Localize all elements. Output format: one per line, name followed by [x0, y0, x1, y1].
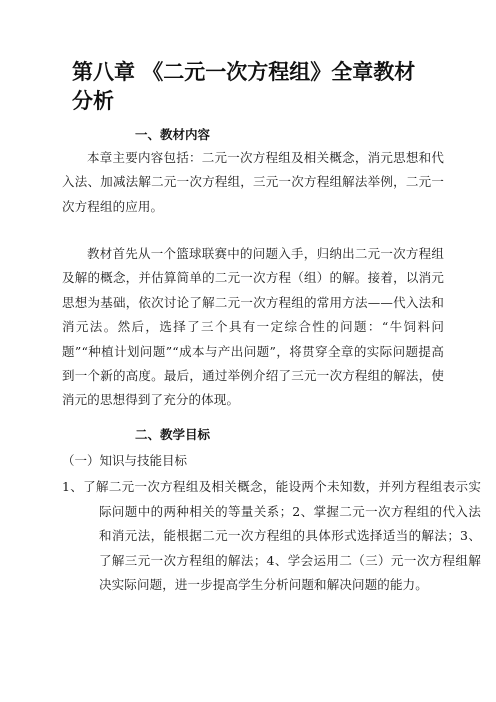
document-title: 第八章 《二元一次方程组》全章教材分析 [72, 60, 416, 113]
paragraph-content-overview: 本章主要内容包括：二元一次方程组及相关概念，消元思想和代入法、加减法解二元一次方程组，三元一次方程组解法举例，二元一次方程组的应用。 [62, 150, 444, 214]
subheading-knowledge-skills: （一）知识与技能目标 [62, 453, 188, 468]
objective-list-item: 1、了解二元一次方程组及相关概念，能设两个未知数，并列方程组表示实际问题中的两种相关的等量关系；2、掌握二元一次方程组的代入法和消元法，能根据二元一次方程组的具体形式选择适当的解法；3、了解三元一次方程组的解法；4、学会运用二（三）元一次方程组解决实际问题，进一步提高学生分析问题和解决问题的能力。 [62, 479, 481, 593]
section-heading-content: 一、教材内容 [135, 127, 211, 142]
paragraph-content-detail: 教材首先从一个篮球联赛中的问题入手，归纳出二元一次方程组及解的概念，并估算简单的二元一次方程（组）的解。接着，以消元思想为基础，依次讨论了解二元一次方程组的常用方法——代入法和消元法。然后，选择了三个具有一定综合性的问题：“牛饲料问题”“种植计划问题”“成本与产出问题”，将贯穿全章的实际问题提高到一个新的高度。最后，通过举例介绍了三元一次方程组的解法，使消元的思想得到了充分的体现。 [62, 246, 444, 408]
section-heading-objectives: 二、教学目标 [135, 427, 211, 442]
